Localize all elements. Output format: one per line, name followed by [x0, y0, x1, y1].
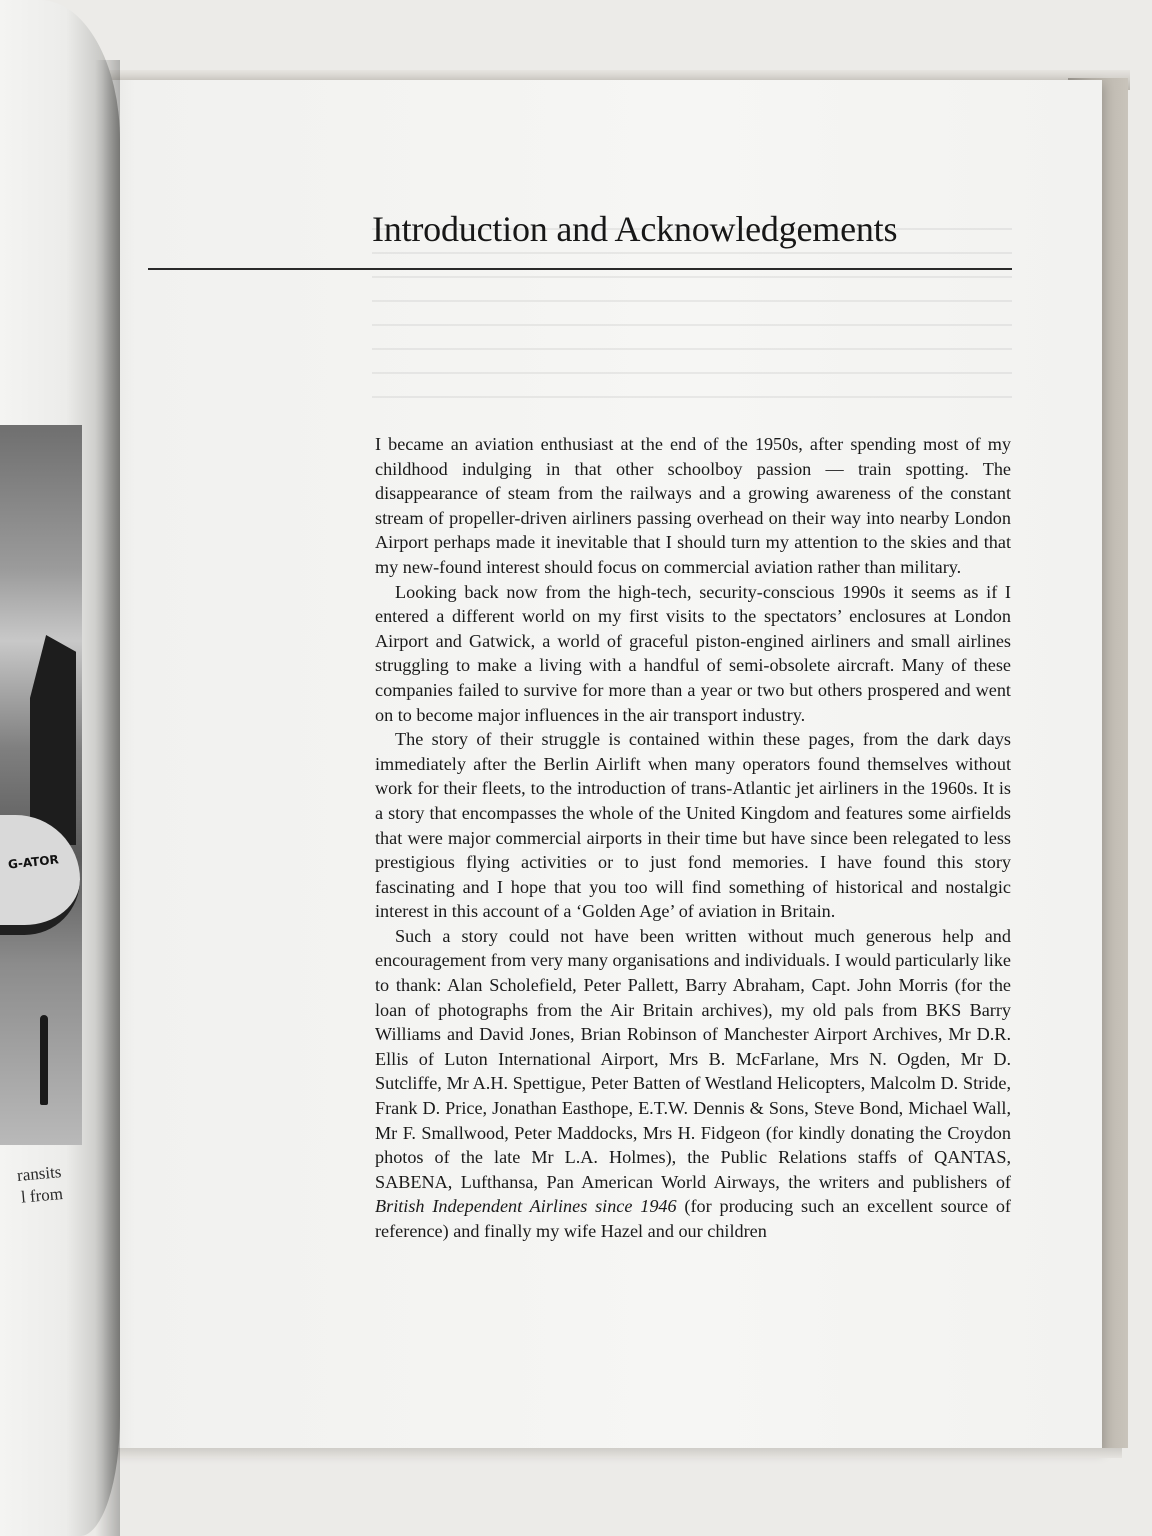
paragraph-4-text-a: Such a story could not have been written without much generous help and encouragement from very many organisations and individuals. I would particularly like to thank: Alan Scholefield, Peter Pallett, Barry Abraham, Capt. John Morris (for the loan of photographs from the Air Britain archives), my old pals from BKS Barry Williams and David Jones, Brian Robinson of Manchester Airport Archives, Mr D.R. Ellis of Luton International Airport, Mrs B. McFarlane, Mrs N. Ogden, Mr D. Sutcliffe, Mr A.H. Spettigue, Peter Batten of Westland Helicopters, Malcolm D. Stride, Frank D. Price, Jonathan Easthope, E.T.W. Dennis & Sons, Steve Bond, Michael Wall, Mr F. Smallwood, Peter Maddocks, Mrs H. Fidgeon (for kindly donating the Croydon photos of the late Mr L.A. Holmes), the Public Relations staffs of QANTAS, SABENA, Lufthansa, Pan American World Airways, the writers and publishers of — [375, 925, 1011, 1192]
aircraft-tail — [30, 635, 76, 845]
aircraft-photo — [0, 425, 82, 1145]
caption-line-1: ransits — [16, 1162, 63, 1185]
title-rule — [148, 268, 1012, 270]
paragraph-2: Looking back now from the high-tech, security-conscious 1990s it seems as if I entered a different world on my first visits to the spectators’ enclosures at London Airport and Gatwick, a world of graceful piston-engined airliners and small airlines struggling to make a living with a handful of semi-obsolete aircraft. Many of these companies failed to survive for more than a year or two but others prospered and went on to become major influences in the air transport industry. — [375, 581, 1011, 725]
show-through-text — [372, 228, 1012, 418]
page-stack-bottom — [62, 1448, 1122, 1458]
book-title-italic: British Independent Airlines since 1946 — [375, 1196, 677, 1217]
aircraft-registration: G-ATOR — [7, 852, 60, 872]
ground-crew-figure — [40, 1015, 48, 1105]
gutter-shadow — [95, 60, 120, 1536]
body-text — [375, 432, 1011, 1244]
paragraph-1: I became an aviation enthusiast at the end of the 1950s, after spending most of my childhood indulging in that other schoolboy passion — train spotting. The disappearance of steam from the railways and a growing awareness of the constant stream of propeller-driven airliners passing overhead on their way into nearby London Airport perhaps made it inevitable that I should turn my attention to the skies and that my new-found interest should focus on commercial aviation rather than military. — [375, 434, 1011, 577]
paragraph-4-text-b: (for producing such an excellent source of reference) and finally my wife Hazel and our children — [375, 1196, 1011, 1241]
photo-caption-fragment — [16, 1161, 64, 1209]
paragraph-3: The story of their struggle is contained within these pages, from the dark days immediately after the Berlin Airlift when many operators found themselves without work for their fleets, to the introduction of trans-Atlantic jet airliners in the 1960s. It is a story that encompasses the whole of the United Kingdom and features some airfields that were major commercial airports in their time but have since been relegated to less prestigious flying activities or to just fond memories. I have found this story fascinating and I hope that you too will find something of historical and nostalgic interest in this account of a ‘Golden Age’ of aviation in Britain. — [375, 729, 1011, 922]
page-title: Introduction and Acknowledgements — [372, 209, 898, 249]
caption-line-2: l from — [20, 1184, 64, 1207]
paragraph-4 — [375, 924, 1011, 1244]
